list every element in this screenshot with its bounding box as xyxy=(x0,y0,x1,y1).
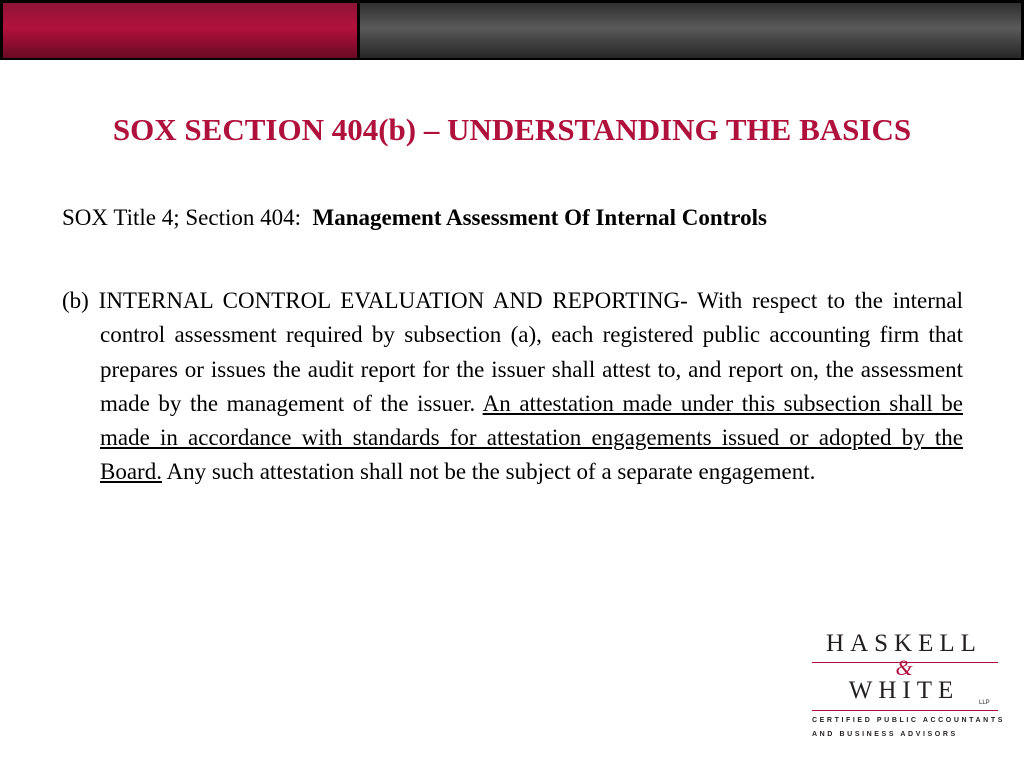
logo-name-top: HASKELL xyxy=(826,630,982,657)
paragraph-lead: (b) INTERNAL CONTROL EVALUATION AND REPORTING- With respect to the internal control assessment required by subsection (a), each registered public accounting firm that prepares or issues the audit report for the issuer shall attest to, and report on, the assessment made by the management of the issuer. xyxy=(62,288,963,416)
subtitle-prefix: SOX Title 4; Section 404: xyxy=(62,205,301,230)
paragraph-tail: Any such attestation shall not be the subject of a separate engagement. xyxy=(166,459,816,485)
logo-ampersand: & xyxy=(895,655,913,680)
paragraph-underlined: An attestation made under this subsection shall be made in accordance with standards for attestation engagements issued or adopted by the Board. xyxy=(100,390,964,485)
slide-title: SOX SECTION 404(b) – UNDERSTANDING THE BASICS xyxy=(112,112,912,147)
logo-llp: LLP xyxy=(979,700,990,706)
logo-name-bottom: WHITE xyxy=(848,677,960,704)
header-bar xyxy=(0,0,1024,60)
subtitle-bold: Management Assessment Of Internal Controls xyxy=(312,205,767,230)
logo-tagline-2: AND BUSINESS ADVISORS xyxy=(812,731,958,738)
logo-divider-bottom xyxy=(812,710,998,711)
company-logo xyxy=(808,628,1005,743)
logo-tagline-1: CERTIFIED PUBLIC ACCOUNTANTS xyxy=(812,717,1005,724)
header-accent-red xyxy=(3,3,357,58)
body-paragraph xyxy=(62,284,963,490)
slide-subtitle xyxy=(62,205,767,231)
header-accent-gray xyxy=(360,3,1021,58)
